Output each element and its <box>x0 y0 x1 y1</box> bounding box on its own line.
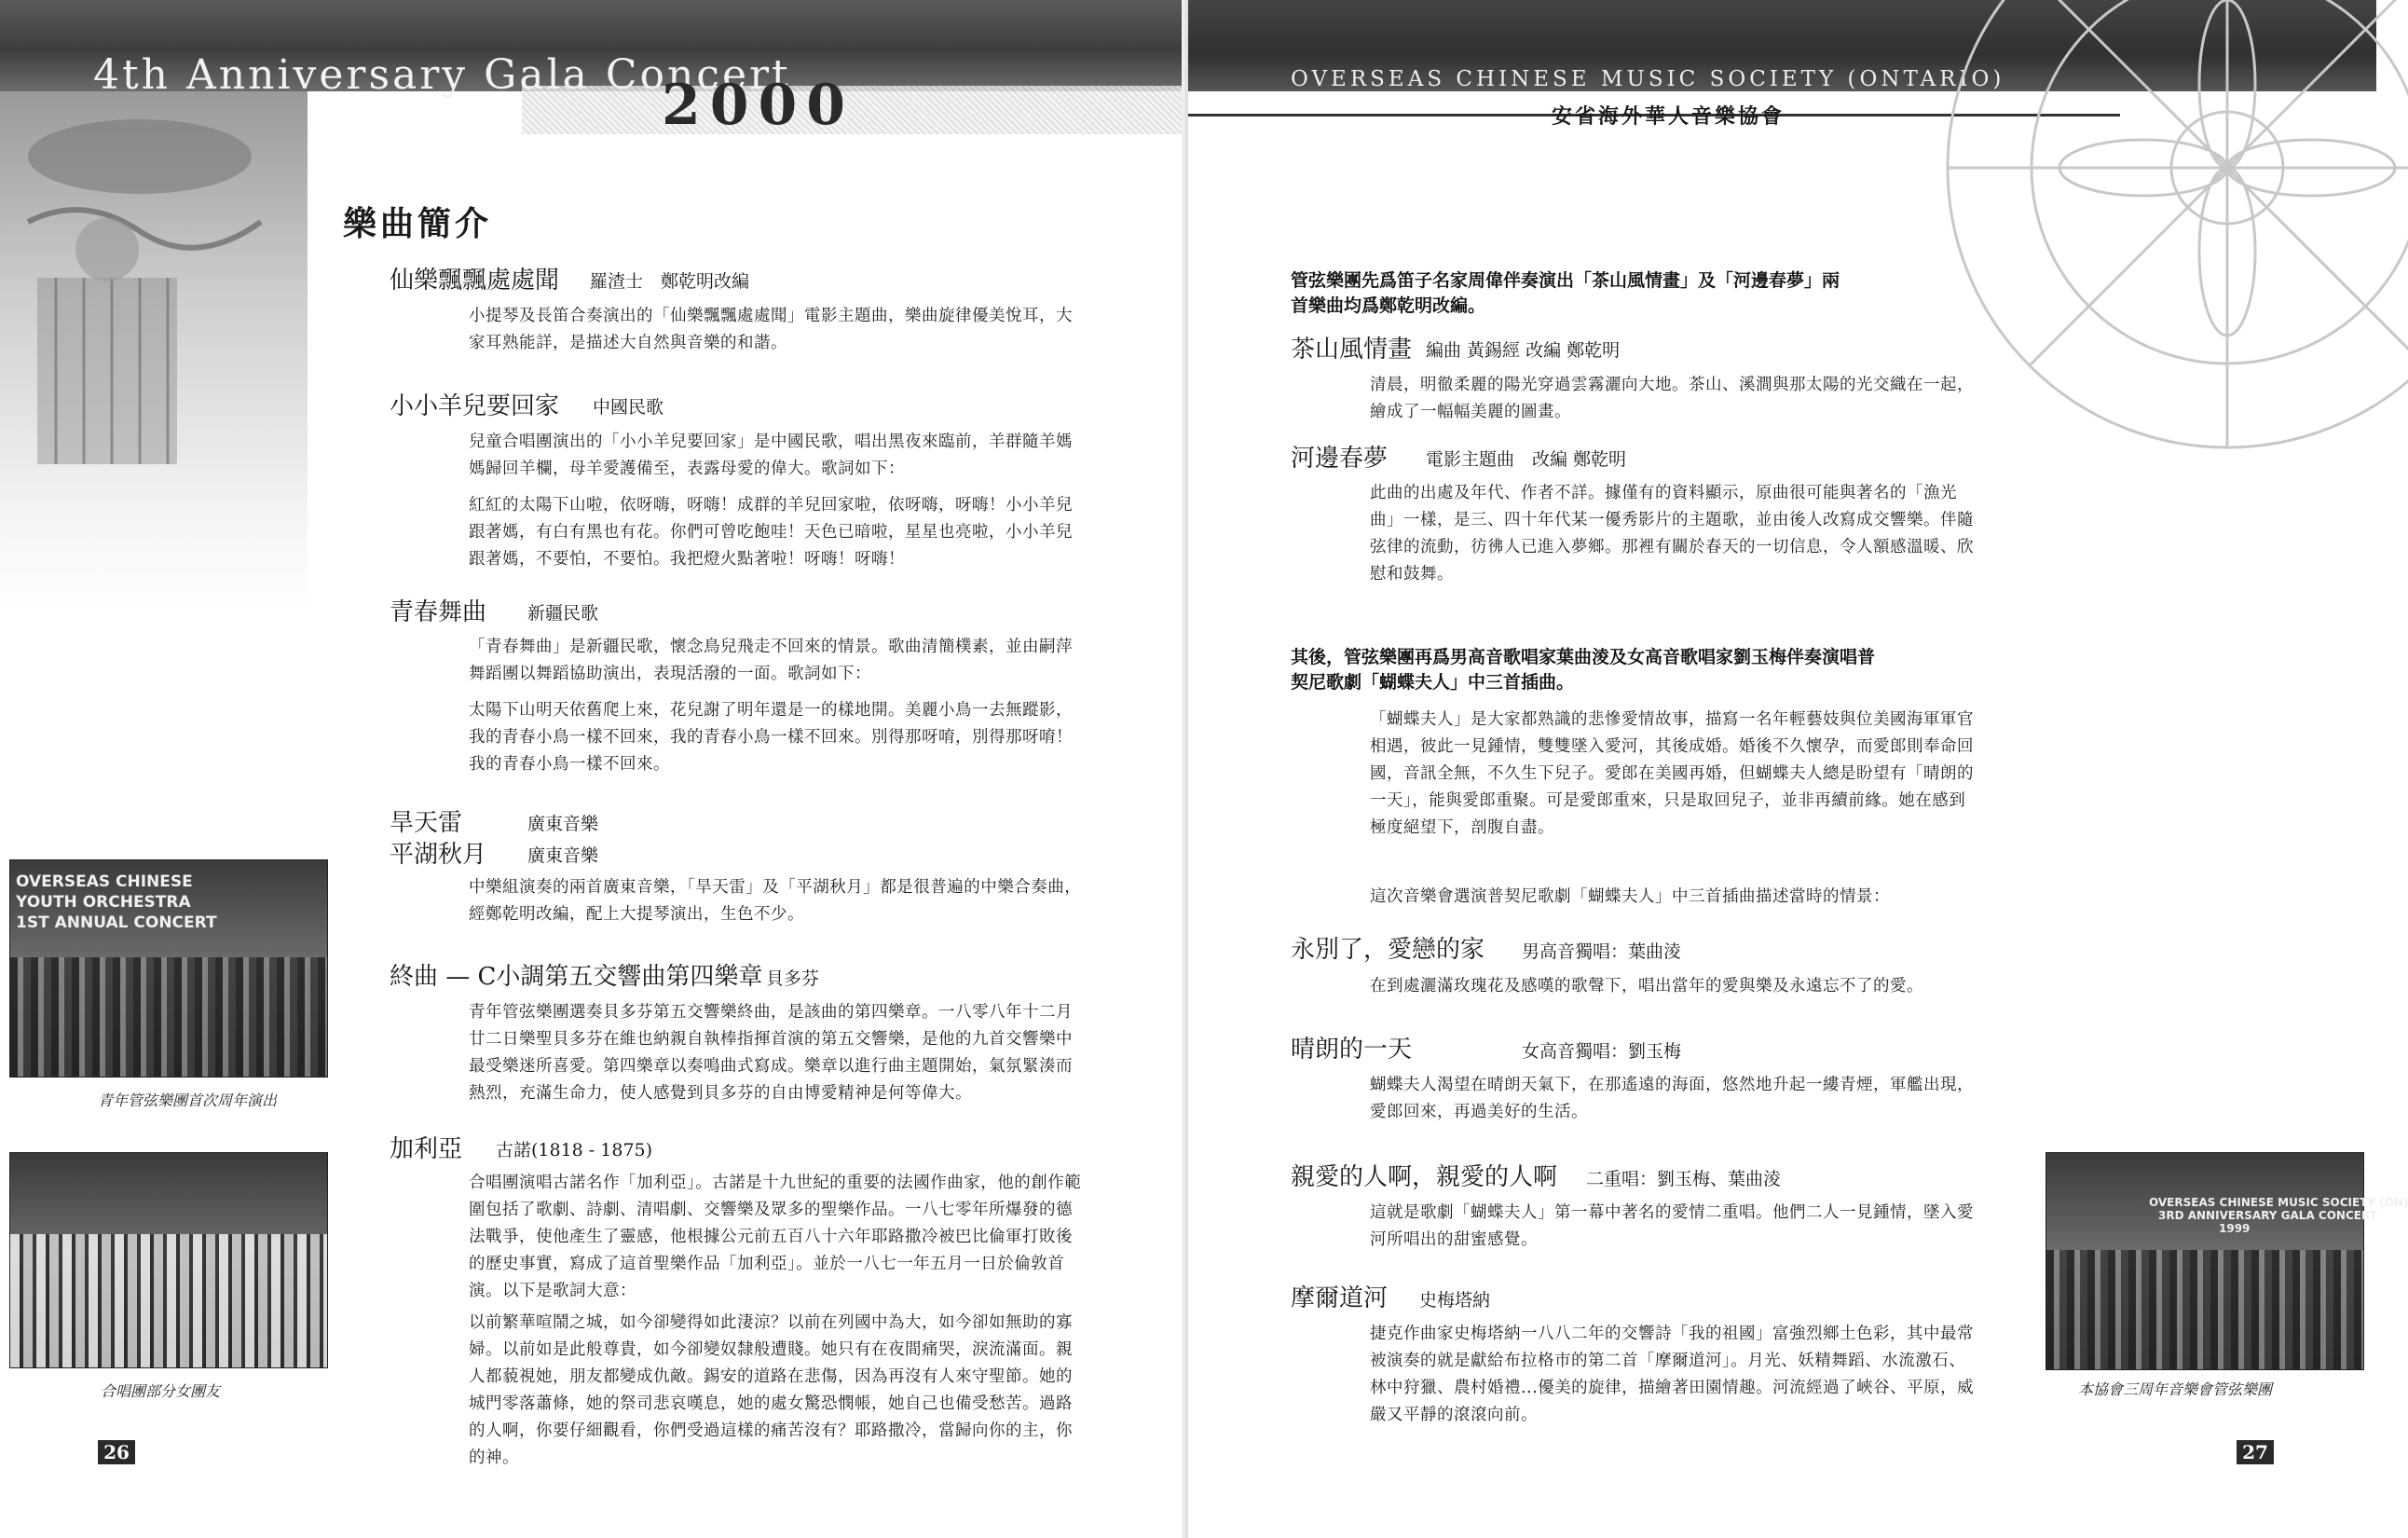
piece-lyrics: 太陽下山明天依舊爬上來，花兒謝了明年還是一的樣地開。美麗小鳥一去無蹤影，我的青春小鳥一樣不回來，我的青春小鳥一樣不回來。別得那呀唷，別得那呀唷！我的青春小鳥一樣不回來。 <box>469 701 1073 774</box>
photo-banner-line: 3RD ANNIVERSARY GALA CONCERT <box>2158 1209 2377 1222</box>
gala-concert-title: 4th Anniversary Gala Concert <box>93 51 791 99</box>
choir-photo <box>9 1152 328 1368</box>
piece-description: 此曲的出處及年代、作者不詳。據僅有的資料顯示，原曲很可能與著名的「漁光曲」一樣，是三、四十年代某一優秀影片的主題歌，並由後人改寫成交響樂。伴隨弦律的流動，彷彿人已進入夢鄉。那裡有關於春天的一切信息，令人額感溫暖、欣慰和鼓舞。 <box>1370 484 1974 584</box>
photo-caption: 本協會三周年音樂會管弦樂團 <box>2078 1380 2273 1398</box>
page-number: 27 <box>2237 1440 2274 1464</box>
gala-year: 2000 <box>662 73 855 138</box>
photo-banner-line: OVERSEAS CHINESE <box>16 872 193 891</box>
piece-title: 青春舞曲 <box>390 598 487 626</box>
piece-title: 親愛的人啊，親愛的人啊 <box>1291 1163 1558 1191</box>
piece-description: 中樂組演奏的兩首廣東音樂，「旱天雷」及「平湖秋月」都是很普遍的中樂合奏曲，經鄭乾明改編，配上大提琴演出，生色不少。 <box>469 878 1082 924</box>
piece-composer: 編曲 黃錫經 改編 鄭乾明 <box>1426 340 1621 361</box>
piece-description: 青年管弦樂團選奏貝多芬第五交響樂終曲，是該曲的第四樂章。一八零八年十二月廿二日樂聖貝多芬在維也納親自執棒指揮首演的第五交響樂，是他的九首交響樂中最受樂迷所喜愛。第四樂章以奏鳴曲式寫成。樂章以進行曲主題開始，氣氛緊湊而熱烈，充滿生命力，使人感覺到貝多芬的自由博愛精神是何等偉大。 <box>469 1003 1073 1103</box>
page-number: 26 <box>98 1440 135 1464</box>
society-name-en: OVERSEAS CHINESE MUSIC SOCIETY (ONTARIO) <box>1291 67 2005 91</box>
rosette-window-decoration <box>1920 0 2376 503</box>
piece-lyrics: 以前繁華喧鬧之城，如今卻變得如此淒涼？以前在列國中為大，如今卻如無助的寡婦。以前如是此般尊貴，如今卻變奴隸般遭賤。她只有在夜間痛哭，淚流滿面。親人都藐視她，朋友都變成仇敵。錫安的道路在悲傷，因為再沒有人來守聖節。她的城門零落蕭條，她的祭司悲哀嘆息，她的處女驚恐憫帳，她自己也備受愁苦。過路的人啊，你要仔細觀看，你們受過這樣的痛苦沒有？耶路撒冷，當歸向你的主，你的神。 <box>469 1313 1073 1467</box>
piece-description: 清晨，明徹柔麗的陽光穿過雲霧灑向大地。茶山、溪澗與那太陽的光交織在一起，繪成了一幅幅美麗的圖畫。 <box>1370 376 1974 421</box>
piece-performer: 二重唱：劉玉梅、葉曲淩 <box>1586 1169 1782 1189</box>
piece-performer: 女高音獨唱：劉玉梅 <box>1522 1041 1682 1062</box>
violin-scroll-illustration <box>0 91 308 613</box>
piece-title: 永別了，愛戀的家 <box>1291 936 1485 964</box>
piece-title: 小小羊兒要回家 <box>390 392 560 420</box>
photo-banner-line: 1999 <box>2219 1222 2251 1235</box>
society-name-zh: 安省海外華人音樂協會 <box>1552 104 1785 129</box>
opera-intro: 其後，管弦樂團再爲男高音歌唱家葉曲淩及女高音歌唱家劉玉梅伴奏演唱普契尼歌劇「蝴蝶夫人」中三首插曲。 <box>1291 647 1876 693</box>
youth-orchestra-photo <box>9 859 328 1078</box>
right-page <box>1188 0 2408 1538</box>
orchestra-collage-art <box>0 91 308 613</box>
piece-composer: 貝多芬 <box>766 968 820 989</box>
piece-description: 捷克作曲家史梅塔納一八八二年的交響詩「我的祖國」富強烈鄉土色彩，其中最常被演奏的就是獻給布拉格市的第二首「摩爾道河」。月光、妖精舞蹈、水流激石、林中狩獵、農村婚禮...優美的旋律，描繪著田園情趣。河流經過了峽谷、平原，威嚴又平靜的滾滾向前。 <box>1370 1325 1975 1424</box>
orchestra-intro: 管弦樂團先爲笛子名家周偉伴奏演出「茶山風情畫」及「河邊春夢」兩首樂曲均爲鄭乾明改編。 <box>1291 270 1840 316</box>
piece-title: 晴朗的一天 <box>1291 1036 1413 1064</box>
piece-composer: 史梅塔納 <box>1419 1290 1491 1311</box>
piece-title: 平湖秋月 <box>390 841 487 869</box>
piece-composer: 古諾(1818 - 1875) <box>496 1140 653 1160</box>
opera-selection-note: 這次音樂會選演普契尼歌劇「蝴蝶夫人」中三首插曲描述當時的情景： <box>1370 887 1890 906</box>
anniversary-orchestra-photo <box>2045 1152 2408 1370</box>
piece-title: 河邊春夢 <box>1291 445 1389 473</box>
opera-synopsis: 「蝴蝶夫人」是大家都熟識的悲慘愛情故事，描寫一名年輕藝妓與位美國海軍軍官相遇，彼此一見鍾情，雙雙墜入愛河，其後成婚。婚後不久懷孕，而愛郎則奉命回國，音訊全無，不久生下兒子。愛郎在美國再婚，但蝴蝶夫人總是盼望有「晴朗的一天」，能與愛郎重聚。可是愛郎重來，只是取回兒子，並非再續前緣。她在感到極度絕望下，剖腹自盡。 <box>1370 710 1974 837</box>
piece-description: 小提琴及長笛合奏演出的「仙樂飄飄處處聞」電影主題曲，樂曲旋律優美悅耳，大家耳熟能詳，是描述大自然與音樂的和諧。 <box>469 307 1073 352</box>
left-page <box>0 0 1188 1538</box>
section-title: 樂曲簡介 <box>343 204 493 243</box>
piece-description: 兒童合唱團演出的「小小羊兒要回家」是中國民歌，唱出黑夜來臨前，羊群隨羊媽媽歸回羊欄，母羊愛護備至，表露母愛的偉大。歌詞如下： <box>469 433 1073 478</box>
piece-composer: 廣東音樂 <box>527 845 599 866</box>
piece-composer: 新疆民歌 <box>527 603 599 624</box>
piece-composer: 廣東音樂 <box>527 814 599 834</box>
piece-composer: 羅渣士 鄭乾明改編 <box>590 271 750 292</box>
piece-composer: 電影主題曲 改編 鄭乾明 <box>1426 449 1627 470</box>
piece-description: 蝴蝶夫人渴望在晴朗天氣下，在那遙遠的海面，悠然地升起一縷青煙，軍艦出現，愛郎回來，再過美好的生活。 <box>1370 1076 1974 1121</box>
piece-title: 仙樂飄飄處處聞 <box>390 267 560 295</box>
photo-banner-line: OVERSEAS CHINESE MUSIC SOCIETY (ON) <box>2149 1196 2408 1209</box>
orchestra-stage <box>2046 1250 2363 1369</box>
piece-title: 旱天雷 <box>390 809 463 837</box>
piece-performer: 男高音獨唱：葉曲淩 <box>1522 941 1682 962</box>
photo-caption: 合唱團部分女團友 <box>101 1382 221 1400</box>
photo-banner-line: 1ST ANNUAL CONCERT <box>16 913 217 932</box>
piece-title: 茶山風情畫 <box>1291 336 1413 364</box>
photo-banner-line: YOUTH ORCHESTRA <box>16 893 191 912</box>
photo-caption: 青年管弦樂團首次周年演出 <box>98 1092 278 1109</box>
piece-composer: 中國民歌 <box>593 397 664 418</box>
orchestra-stage <box>10 957 327 1077</box>
piece-title: 終曲 — C小調第五交響曲第四樂章 <box>390 963 763 991</box>
piece-description: 在到處灑滿玫瑰花及感嘆的歌聲下，唱出當年的愛與樂及永遠忘不了的愛。 <box>1370 977 1923 996</box>
piece-title: 摩爾道河 <box>1291 1284 1389 1312</box>
piece-title: 加利亞 <box>390 1135 463 1163</box>
piece-description: 「青春舞曲」是新疆民歌，懷念鳥兒飛走不回來的情景。歌曲清簡樸素，並由嗣萍舞蹈團以舞蹈協助演出，表現活潑的一面。歌詞如下： <box>469 638 1073 683</box>
piece-description: 這就是歌劇「蝴蝶夫人」第一幕中著名的愛情二重唱。他們二人一見鍾情，墜入愛河所唱出的甜蜜感覺。 <box>1370 1203 1974 1249</box>
choir-members <box>10 1234 327 1367</box>
piece-description: 合唱團演唱古諾名作「加利亞」。古諾是十九世紀的重要的法國作曲家，他的創作範圍包括了歌劇、詩劇、清唱劇、交響樂及眾多的聖樂作品。一八七零年所爆發的德法戰爭，使他產生了靈感，他根據公元前五百八十六年耶路撒冷被巴比倫軍打敗後的歷史事實，寫成了這首聖樂作品「加利亞」。並於一八七一年五月一日於倫敦首演。以下是歌詞大意： <box>469 1174 1082 1300</box>
piece-lyrics: 紅紅的太陽下山啦，依呀嗨，呀嗨！成群的羊兒回家啦，依呀嗨，呀嗨！小小羊兒跟著媽，有白有黑也有花。你們可曾吃飽哇！天色已暗啦，星星也亮啦，小小羊兒跟著媽，不要怕，不要怕。我把燈火點著啦！呀嗨！呀嗨！ <box>469 496 1073 569</box>
